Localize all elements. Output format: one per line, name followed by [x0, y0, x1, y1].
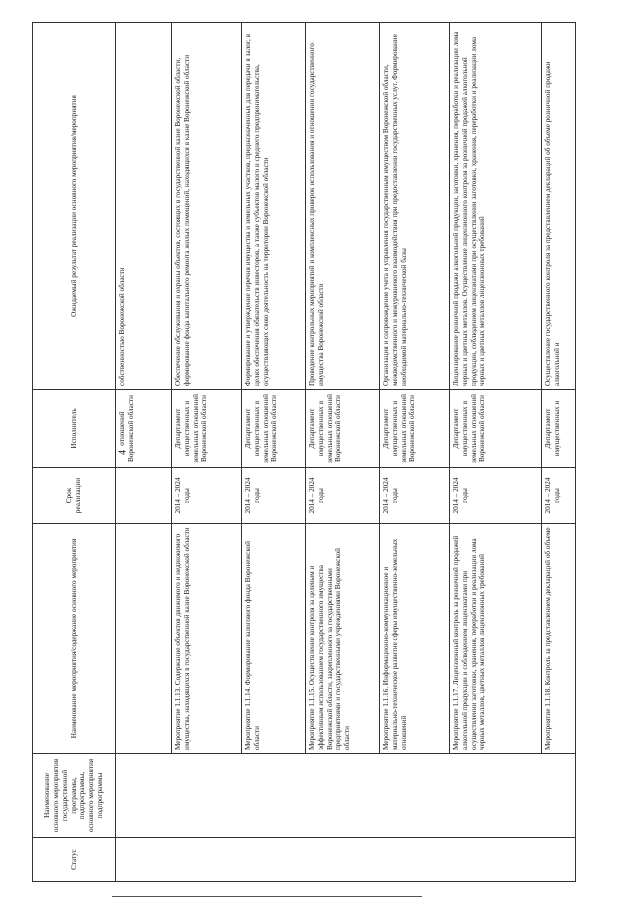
measures-table	[32, 22, 576, 882]
cell-result: Лицензирование розничной продажи алкогольной продукции, заготовки, хранения, переработки и реализации лома черных и цветных металлов. Осуществление лицензионного контроля за розничной продажей алкогольной продукции, соблюдением лицензиатами при осуществлении заготовки, хранения, переработки и реализации лома черных и цветных металлов лицензионных требований	[450, 23, 542, 390]
cell-measure: Мероприятие 1.1.17. Лицензионный контроль за розничной продажей алкогольной продукции и соблюдением лицензиатами при осуществлении заготовки, хранения, переработки и реализации лома черных металлов, цветных металлов лицензионных требований	[450, 524, 542, 754]
cell-executor: Департамент имущественных и земельных отношений Воронежской области	[172, 390, 242, 468]
footer-rule	[112, 896, 422, 897]
cell-measure	[116, 524, 172, 754]
header-name: Наименование основного мероприятия государственной программы, подпрограммы, основного мероприятия подпрограммы	[33, 754, 116, 838]
cell-term: 2014 – 2024 годы	[542, 468, 576, 524]
cell-result: Проведение контрольных мероприятий и комплексных проверок использования и отношении государственного имущества Воронежской области	[306, 23, 380, 390]
rotated-table-container	[32, 22, 608, 882]
cell-measure: Мероприятие 1.1.15. Осуществление контроля за целевым и эффективным использованием государственного имущества Воронежской области, закрепленного за государственными предприятиями и государственными учреждениями Воронежской области	[306, 524, 380, 754]
table-row	[380, 23, 450, 882]
table-header-row	[33, 23, 116, 882]
cell-executor: отношений Воронежской области	[116, 390, 172, 468]
header-term: Срок реализации	[33, 468, 116, 524]
table-row	[542, 23, 576, 882]
cell-result: Осуществление государственного контроля за представлением деклараций об объеме розничной продажи алкогольной и	[542, 23, 576, 390]
cell-term: 2014 – 2024 годы	[242, 468, 306, 524]
cell-measure: Мероприятие 1.1.14. Формирование залогового фонда Воронежской области	[242, 524, 306, 754]
cell-executor: Департамент имущественных и	[542, 390, 576, 468]
cell-executor: Департамент имущественных и земельных отношений Воронежской области	[450, 390, 542, 468]
table-row	[172, 23, 242, 882]
cell-measure: Мероприятие 1.1.18. Контроль за представлением деклараций об объеме	[542, 524, 576, 754]
header-result: Ожидаемый результат реализации основного мероприятия/мероприятия	[33, 23, 116, 390]
cell-term	[116, 468, 172, 524]
cell-result: Обеспечение обслуживания и охраны объектов, состоящих в государственной казне Воронежской области, формирование фонда капитального ремонта жилых помещений, находящихся в казне Воронежской области	[172, 23, 242, 390]
cell-status	[116, 838, 576, 882]
table-row	[450, 23, 542, 882]
cell-result: Организация и сопровождение учета и управления государственным имуществом Воронежской области, межведомственного и межуровневого взаимодействия при предоставлении государственных услуг. Формирование необходимой материально-технической базы	[380, 23, 450, 390]
page-number: 4	[117, 450, 129, 455]
cell-executor: Департамент имущественных и земельных отношений Воронежской области	[306, 390, 380, 468]
header-executor: Исполнитель	[33, 390, 116, 468]
cell-term: 2014 – 2024 годы	[380, 468, 450, 524]
cell-executor: Департамент имущественных и земельных отношений Воронежской области	[242, 390, 306, 468]
table-row	[116, 23, 172, 882]
cell-term: 2014 – 2024 годы	[450, 468, 542, 524]
cell-term: 2014 – 2024 годы	[306, 468, 380, 524]
cell-result: Формирование и утверждение перечня имущества и земельных участков, предназначенных для передачи в залог, в целях обеспечения обязательств инвесторов, а также субъектов малого и среднего предпринимательства, осуществляющих свою деятельность на территории Воронежской области	[242, 23, 306, 390]
cell-name	[116, 754, 576, 838]
cell-measure: Мероприятие 1.1.13. Содержание объектов движимого и недвижимого имущества, находящихся в государственной казне Воронежской области	[172, 524, 242, 754]
header-status: Статус	[33, 838, 116, 882]
cell-result: собственностью Воронежской области	[116, 23, 172, 390]
cell-measure: Мероприятие 1.1.16. Информационно-коммуникационное и материально-техническое развитие сферы имущественно-земельных отношений	[380, 524, 450, 754]
table-row	[242, 23, 306, 882]
cell-term: 2014 – 2024 годы	[172, 468, 242, 524]
cell-executor: Департамент имущественных и земельных отношений Воронежской области	[380, 390, 450, 468]
header-measure: Наименование мероприятия/содержание основного мероприятия	[33, 524, 116, 754]
table-row	[306, 23, 380, 882]
